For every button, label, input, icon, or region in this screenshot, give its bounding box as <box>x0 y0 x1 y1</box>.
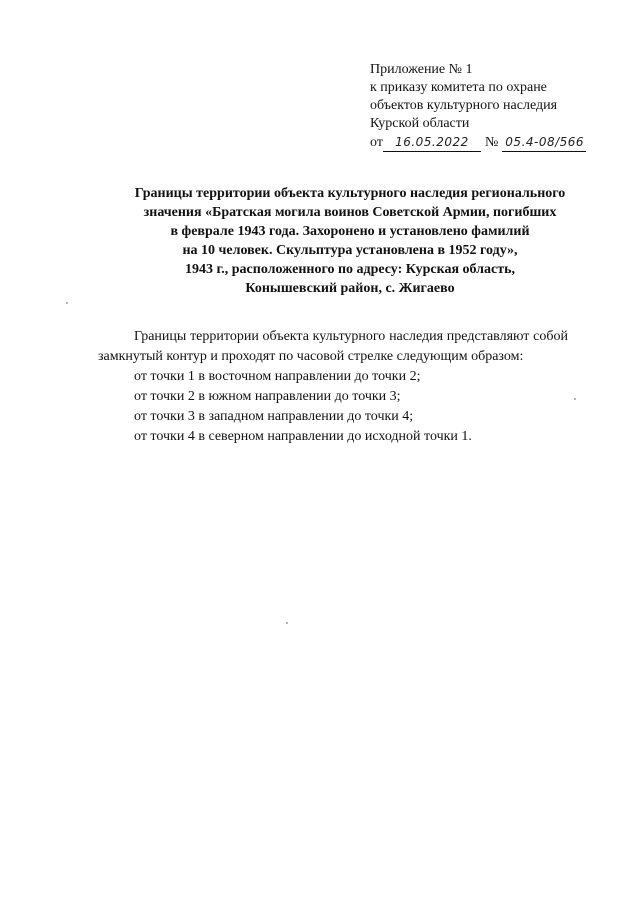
date-prefix: от <box>370 135 383 150</box>
registration-line <box>370 133 600 152</box>
boundary-points-list <box>98 367 568 447</box>
order-reference: к приказу комитета по охране <box>370 80 547 95</box>
title-line: Границы территории объекта культурного наследия регионального <box>134 186 566 201</box>
handwritten-date: 16.05.2022 <box>383 133 481 152</box>
appendix-label: Приложение № 1 <box>370 62 473 77</box>
title-line: в феврале 1943 года. Захоронено и установлено фамилий <box>170 224 530 239</box>
scan-speck <box>286 622 288 624</box>
region-name: Курской области <box>370 116 470 131</box>
handwritten-number: 05.4-08/566 <box>502 133 586 152</box>
document-body <box>98 327 568 447</box>
title-line: на 10 человек. Скульптура установлена в 1952 году», <box>182 243 518 258</box>
committee-name: объектов культурного наследия <box>370 98 558 113</box>
list-item: от точки 1 в восточном направлении до точки 2; <box>134 369 421 384</box>
list-item: от точки 3 в западном направлении до точки 4; <box>134 409 414 424</box>
intro-paragraph: Границы территории объекта культурного наследия представляют собой замкнутый контур и проходят по часовой стрелке следующим образом: <box>98 329 568 364</box>
title-line: значения «Братская могила воинов Советской Армии, погибших <box>143 205 557 220</box>
title-line: Конышевский район, с. Жигаево <box>245 281 455 296</box>
appendix-header <box>370 61 600 152</box>
list-item: от точки 2 в южном направлении до точки 3; <box>134 389 401 404</box>
scan-speck <box>66 302 68 304</box>
title-line: 1943 г., расположенного по адресу: Курская область, <box>184 262 516 277</box>
document-title <box>80 184 620 298</box>
list-item: от точки 4 в северном направлении до исходной точки 1. <box>134 429 472 444</box>
number-sign: № <box>484 135 499 150</box>
scan-speck <box>574 398 576 400</box>
